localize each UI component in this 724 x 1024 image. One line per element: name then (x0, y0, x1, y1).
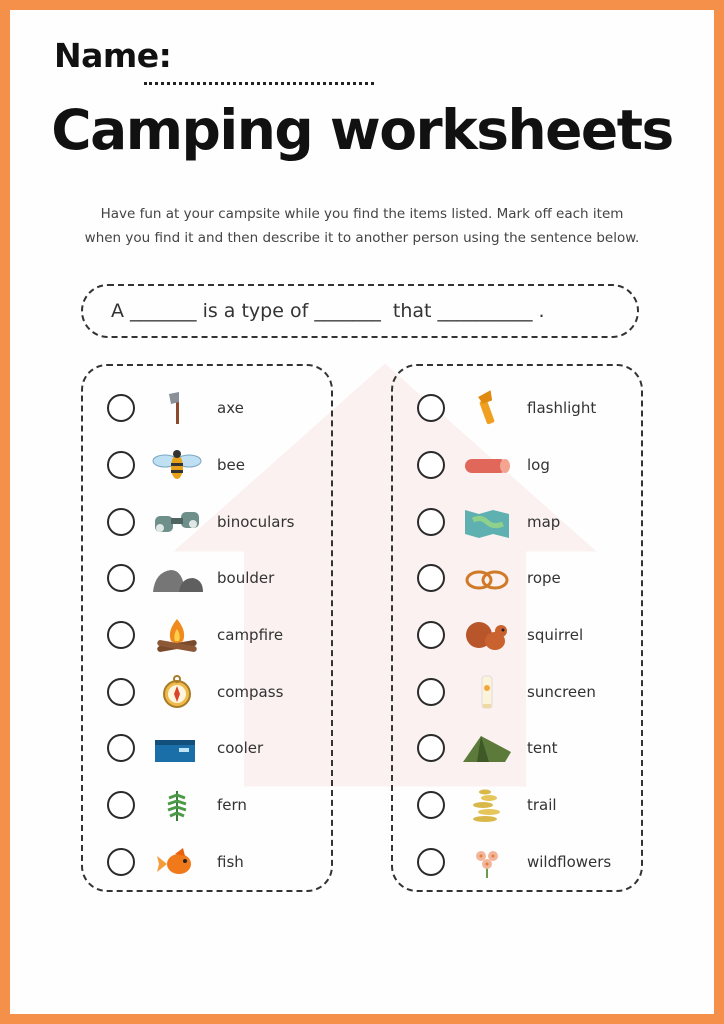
axe-icon (149, 388, 205, 428)
item-label: binoculars (217, 513, 295, 531)
item-checkbox[interactable] (107, 564, 135, 592)
list-item (83, 728, 331, 768)
sentence-template-text: A _______ is a type of _______ that __________ . (111, 300, 545, 322)
name-blank-line[interactable] (144, 82, 374, 85)
compass-icon (149, 672, 205, 712)
item-checkbox[interactable] (417, 394, 445, 422)
list-item (393, 445, 641, 485)
item-label: compass (217, 683, 284, 701)
item-label: fish (217, 853, 244, 871)
worksheet-page (10, 10, 714, 1014)
list-item (393, 672, 641, 712)
item-label: campfire (217, 626, 284, 644)
list-item (83, 558, 331, 598)
item-checkbox[interactable] (107, 734, 135, 762)
sentence-template-box (81, 284, 639, 338)
rope-icon (459, 558, 515, 598)
item-label: axe (217, 399, 244, 417)
squirrel-icon (459, 615, 515, 655)
left-item-list (81, 364, 333, 892)
item-label: rope (527, 569, 561, 587)
item-label: bee (217, 456, 245, 474)
name-row (54, 36, 171, 75)
list-item (393, 558, 641, 598)
list-item (83, 445, 331, 485)
item-label: suncreen (527, 683, 596, 701)
item-label: map (527, 513, 561, 531)
list-item (83, 842, 331, 882)
item-label: fern (217, 796, 247, 814)
item-checkbox[interactable] (417, 734, 445, 762)
name-label: Name: (54, 36, 172, 75)
item-label: boulder (217, 569, 275, 587)
instructions-text: Have fun at your campsite while you find the items listed. Mark off each item when you find it and then describe it to another person using the sentence below. (84, 206, 640, 246)
list-item (83, 615, 331, 655)
list-item (393, 615, 641, 655)
item-checkbox[interactable] (417, 508, 445, 536)
trail-icon (459, 785, 515, 825)
item-checkbox[interactable] (417, 791, 445, 819)
flashlight-icon (459, 388, 515, 428)
sunscreen-icon (459, 672, 515, 712)
item-label: wildflowers (527, 853, 612, 871)
fish-icon (149, 842, 205, 882)
item-label: cooler (217, 739, 264, 757)
campfire-icon (149, 615, 205, 655)
item-label: log (527, 456, 550, 474)
item-label: trail (527, 796, 557, 814)
item-checkbox[interactable] (107, 678, 135, 706)
right-item-list (391, 364, 643, 892)
item-checkbox[interactable] (417, 564, 445, 592)
item-checkbox[interactable] (417, 848, 445, 876)
item-checkbox[interactable] (107, 621, 135, 649)
tent-icon (459, 728, 515, 768)
item-checkbox[interactable] (417, 621, 445, 649)
cooler-icon (149, 728, 205, 768)
item-checkbox[interactable] (107, 394, 135, 422)
boulder-icon (149, 558, 205, 598)
wildflowers-icon (459, 842, 515, 882)
map-icon (459, 502, 515, 542)
list-item (83, 672, 331, 712)
bee-icon (149, 445, 205, 485)
item-label: squirrel (527, 626, 584, 644)
item-checkbox[interactable] (107, 508, 135, 536)
item-checkbox[interactable] (107, 791, 135, 819)
list-item (393, 785, 641, 825)
item-label: tent (527, 739, 558, 757)
list-item (393, 728, 641, 768)
list-item (393, 388, 641, 428)
fern-icon (149, 785, 205, 825)
list-item (393, 842, 641, 882)
item-label: flashlight (527, 399, 597, 417)
item-checkbox[interactable] (417, 451, 445, 479)
list-item (83, 388, 331, 428)
item-checkbox[interactable] (107, 451, 135, 479)
item-checkbox[interactable] (417, 678, 445, 706)
page-title: Camping worksheets (51, 98, 673, 162)
binoculars-icon (149, 502, 205, 542)
log-icon (459, 445, 515, 485)
item-checkbox[interactable] (107, 848, 135, 876)
list-item (393, 502, 641, 542)
list-item (83, 785, 331, 825)
list-item (83, 502, 331, 542)
